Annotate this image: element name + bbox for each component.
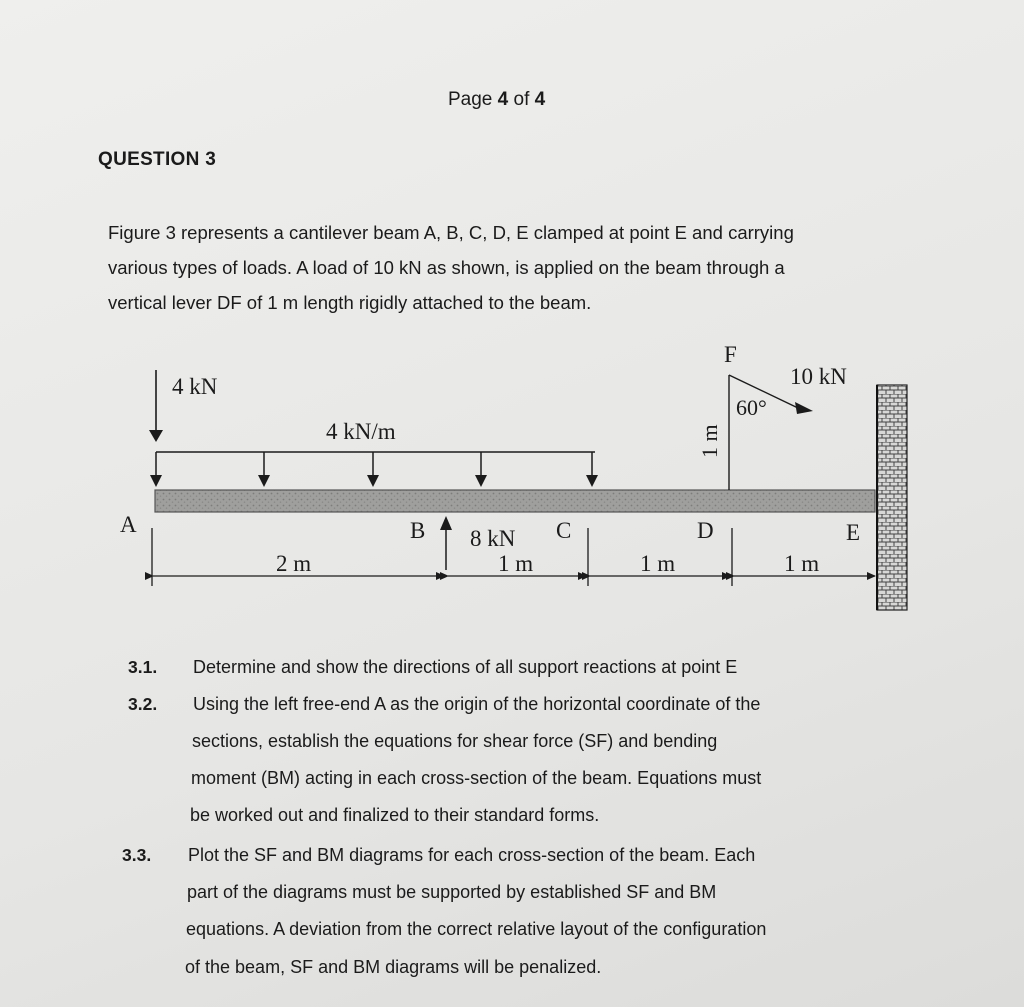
question-intro <box>108 215 908 320</box>
page-of: of <box>513 89 530 110</box>
udl-label: 4 kN/m <box>326 419 396 444</box>
point-load-a-label: 4 kN <box>172 374 218 399</box>
point-load-b-label: 8 kN <box>470 526 516 551</box>
page-total: 4 <box>534 89 546 110</box>
page-number: 4 <box>497 89 509 110</box>
point-load-b-arrow <box>440 516 452 570</box>
lever-force-arrowhead <box>795 402 813 414</box>
angle-label: 60° <box>736 395 767 420</box>
dimension-label-de: 1 m <box>784 551 820 576</box>
part-line: Determine and show the directions of all support reactions at point E <box>193 657 738 677</box>
part-line: of the beam, SF and BM diagrams will be penalized. <box>185 957 602 977</box>
point-a-label: A <box>120 512 137 537</box>
part-line: part of the diagrams must be supported by established SF and BM <box>187 882 717 902</box>
dimension-label-ab: 2 m <box>276 551 312 576</box>
dimension-label-bc: 1 m <box>498 551 534 576</box>
point-load-a-arrow <box>149 370 163 442</box>
intro-line: various types of loads. A load of 10 kN as shown, is applied on the beam through a <box>108 257 785 278</box>
part-line: equations. A deviation from the correct relative layout of the configuration <box>186 919 767 939</box>
part-number: 3.1. <box>128 657 158 677</box>
dimension-label-cd: 1 m <box>640 551 676 576</box>
udl-arrowheads <box>150 475 598 487</box>
part-line: be worked out and finalized to their standard forms. <box>190 805 600 825</box>
intro-line: vertical lever DF of 1 m length rigidly attached to the beam. <box>108 292 592 313</box>
intro-line: Figure 3 represents a cantilever beam A, B, C, D, E clamped at point E and carrying <box>108 222 794 243</box>
lever-df <box>729 375 798 490</box>
lever-load-label: 10 kN <box>790 364 847 389</box>
point-e-label: E <box>846 520 861 545</box>
wall-support <box>877 385 907 610</box>
page-header <box>448 89 545 111</box>
point-d-label: D <box>697 518 714 543</box>
point-c-label: C <box>556 518 572 543</box>
part-line: moment (BM) acting in each cross-section of the beam. Equations must <box>191 768 762 788</box>
beam <box>155 490 875 512</box>
part-number: 3.2. <box>128 694 158 714</box>
point-f-label: F <box>724 342 737 367</box>
page-prefix: Page <box>448 89 493 110</box>
beam-figure <box>0 330 1024 620</box>
point-b-label: B <box>410 518 426 543</box>
part-line: Plot the SF and BM diagrams for each cross-section of the beam. Each <box>188 845 756 865</box>
lever-length-label: 1 m <box>697 424 722 458</box>
part-line: Using the left free-end A as the origin of the horizontal coordinate of the <box>193 694 761 714</box>
udl-arrows <box>156 452 595 476</box>
question-title: QUESTION 3 <box>98 149 217 170</box>
part-number: 3.3. <box>122 845 152 865</box>
part-line: sections, establish the equations for shear force (SF) and bending <box>192 731 718 751</box>
